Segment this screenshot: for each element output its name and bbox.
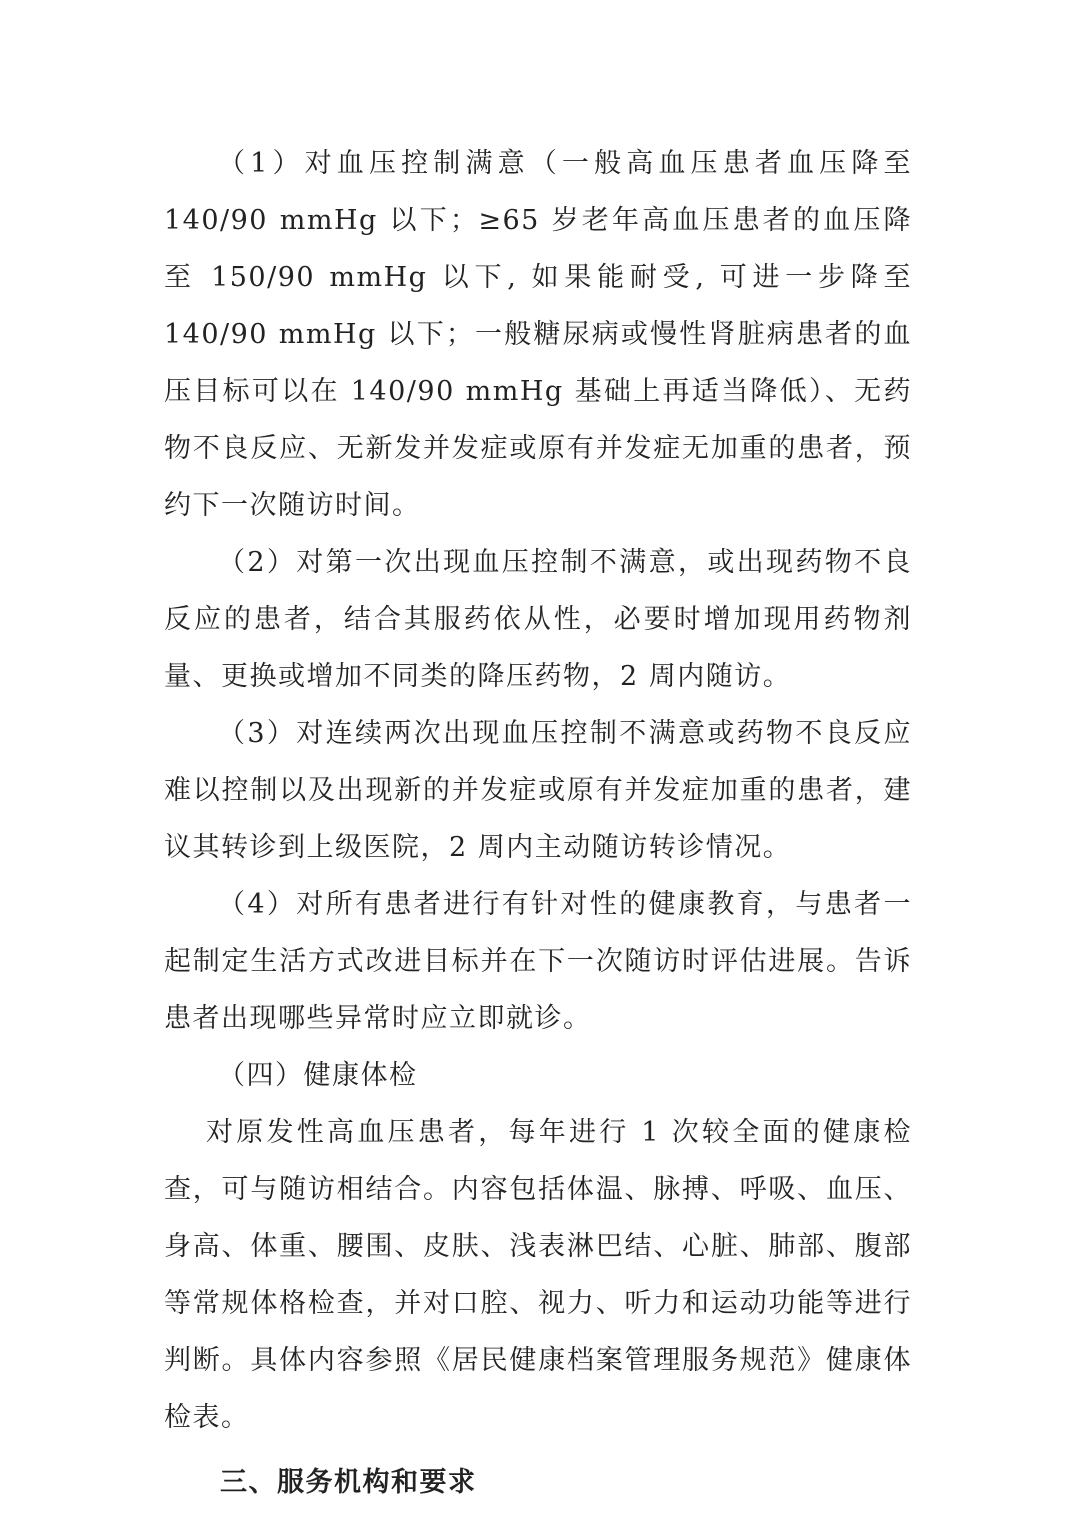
paragraph-item-3: （3）对连续两次出现血压控制不满意或药物不良反应难以控制以及出现新的并发症或原有并发症加重的患者，建议其转诊到上级医院，2 周内主动随访转诊情况。 — [164, 718, 912, 863]
section-heading: 三、服务机构和要求 — [220, 1467, 477, 1498]
paragraph-item-2: （2）对第一次出现血压控制不满意，或出现药物不良反应的患者，结合其服药依从性，必要时增加现用药物剂量、更换或增加不同类的降压药物，2 周内随访。 — [164, 547, 912, 692]
paragraph-item-4: （4）对所有患者进行有针对性的健康教育，与患者一起制定生活方式改进目标并在下一次随访时评估进展。告诉患者出现哪些异常时应立即就诊。 — [164, 889, 912, 1034]
subsection-body: 对原发性高血压患者，每年进行 1 次较全面的健康检查，可与随访相结合。内容包括体温、脉搏、呼吸、血压、身高、体重、腰围、皮肤、浅表淋巴结、心脏、肺部、腹部等常规体格检查，并对口腔、视力、听力和运动功能等进行判断。具体内容参照《居民健康档案管理服务规范》健康体检表。 — [164, 1117, 912, 1433]
paragraph-item-1: （1）对血压控制满意（一般高血压患者血压降至 140/90 mmHg 以下；≥65 岁老年高血压患者的血压降至 150/90 mmHg 以下, 如果能耐受, 可进一步降至 140/90 mmHg 以下；一般糖尿病或慢性肾脏病患者的血压目标可以在 140/90 mmHg 基础上再适当降低）、无药物不良反应、无新发并发症或原有并发症无加重的患者，预约下一次随访时间。 — [164, 148, 912, 521]
subsection-title: （四）健康体检 — [218, 1060, 418, 1091]
document-body — [164, 135, 912, 1511]
